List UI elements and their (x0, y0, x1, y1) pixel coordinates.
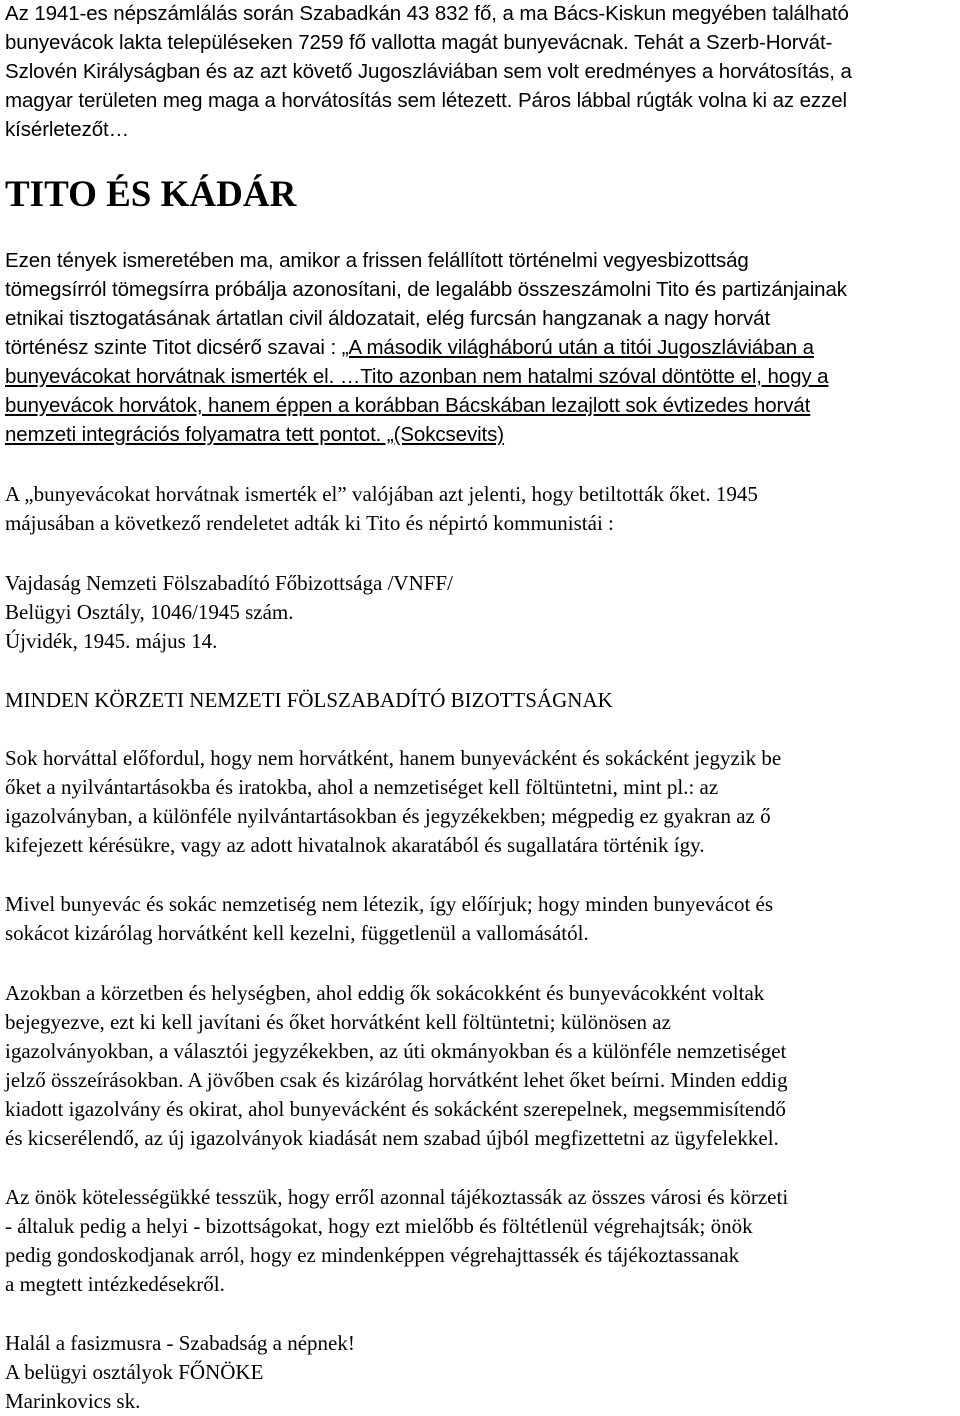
decree-line: Mivel bunyevác és sokác nemzetiség nem létezik, így előírjuk; hogy minden bunyevácot és (5, 892, 774, 916)
addressee-line: MINDEN KÖRZETI NEMZETI FÖLSZABADÍTÓ BIZOTTSÁGNAK (5, 688, 613, 712)
decree-line: Az önök kötelességükké tesszük, hogy erről azonnal tájékoztassák az összes városi és körzeti (5, 1185, 789, 1209)
decree-paragraph-4 (5, 1183, 788, 1299)
decree-line: igazolványban, a különféle nyilvántartásokban és jegyzékekben; mégpedig ez gyakran az ő (5, 804, 771, 828)
meaning-paragraph (5, 480, 758, 538)
decree-line: és kicserélendő, az új igazolványok kiadását nem szabad újból megfizettetni az ügyfelekkel. (5, 1126, 779, 1150)
closing-line: Marinkovics sk. (5, 1389, 141, 1413)
decree-line: kifejezett kérésükre, vagy az adott hivatalnok akaratából és sugallatára történik így. (5, 833, 705, 857)
decree-line: jelző összeírásokban. A jövőben csak és kizárólag horvátként lehet őket beírni. Minden eddig (5, 1068, 788, 1092)
decree-paragraph-3 (5, 979, 788, 1153)
decree-line: - általuk pedig a helyi - bizottságokat, hogy ezt mielőbb és föltétlenül végrehajtsák; önök (5, 1214, 753, 1238)
decree-line: a megtett intézkedésekről. (5, 1272, 225, 1296)
decree-header-line: Vajdaság Nemzeti Fölszabadító Főbizottsága /VNFF/ (5, 571, 453, 595)
decree-header-line: Belügyi Osztály, 1046/1945 szám. (5, 600, 294, 624)
closing-line: Halál a fasizmusra - Szabadság a népnek! (5, 1331, 355, 1355)
meaning-line: A „bunyevácokat horvátnak ismerték el” valójában azt jelenti, hogy betiltották őket. 1945 (5, 482, 758, 506)
decree-line: bejegyezve, ezt ki kell javítani és őket horvátként kell föltüntetni; különösen az (5, 1010, 671, 1034)
intro-line: bunyevácok lakta településeken 7259 fő vallotta magát bunyevácnak. Tehát a Szerb-Horvát- (5, 31, 833, 54)
tito-line: etnikai tisztogatásának ártatlan civil áldozatait, elég furcsán hangzanak a nagy horvát (5, 307, 771, 330)
quote-line: nemzeti integrációs folyamatra tett pontot. „(Sokcsevits) (5, 423, 505, 446)
intro-paragraph (5, 0, 852, 144)
decree-line: kiadott igazolvány és okirat, ahol bunyevácként és sokácként szerepelnek, megsemmisítendő (5, 1097, 786, 1121)
quote-line: bunyevácok horvátok, hanem éppen a korábban Bácskában lezajlott sok évtizedes horvát (5, 394, 811, 417)
decree-line: pedig gondoskodjanak arról, hogy ez mindenképpen végrehajttassék és tájékoztassanak (5, 1243, 740, 1267)
tito-line (5, 333, 847, 362)
quote-start: „A második világháború után a titói Jugoszláviában a (341, 336, 814, 359)
intro-line: Az 1941-es népszámlálás során Szabadkán 43 832 fő, a ma Bács-Kiskun megyében található (5, 2, 849, 25)
decree-addressee (5, 686, 613, 715)
tito-line: Ezen tények ismeretében ma, amikor a frissen felállított történelmi vegyesbizottság (5, 249, 749, 272)
section-heading: TITO ÉS KÁDÁR (5, 174, 297, 215)
decree-line: sokácot kizárólag horvátként kell kezelni, függetlenül a vallomásától. (5, 921, 589, 945)
intro-line: kísérletezőt… (5, 118, 130, 141)
decree-header-line: Újvidék, 1945. május 14. (5, 629, 218, 653)
decree-paragraph-2 (5, 890, 773, 948)
intro-line: Szlovén Királyságban és az azt követő Jugoszláviában sem volt eredményes a horvátosítás, a (5, 60, 852, 83)
decree-line: igazolványokban, a választói jegyzékekben, az úti okmányokban és a különféle nemzetiséget (5, 1039, 787, 1063)
intro-line: magyar területen meg maga a horvátosítás sem létezett. Páros lábbal rúgták volna ki az ezzel (5, 89, 847, 112)
decree-paragraph-1 (5, 744, 781, 860)
meaning-line: májusában a következő rendeletet adták ki Tito és népirtó kommunistái : (5, 511, 614, 535)
tito-paragraph (5, 246, 847, 449)
decree-line: Azokban a körzetben és helységben, ahol eddig ők sokácokként és bunyevácokként voltak (5, 981, 765, 1005)
closing-signature (5, 1329, 355, 1416)
decree-line: Sok horváttal előfordul, hogy nem horvátként, hanem bunyevácként és sokácként jegyzik be (5, 746, 782, 770)
closing-line: A belügyi osztályok FŐNÖKE (5, 1360, 264, 1384)
tito-line: tömegsírról tömegsírra próbálja azonosítani, de legalább összeszámolni Tito és partizánjainak (5, 278, 847, 301)
decree-header (5, 569, 453, 656)
quote-line: bunyevácokat horvátnak ismerték el. …Tito azonban nem hatalmi szóval döntötte el, hogy a (5, 365, 829, 388)
tito-line-plain: történész szinte Titot dicsérő szavai : (5, 336, 342, 359)
decree-line: őket a nyilvántartásokba és iratokba, ahol a nemzetiséget kell föltüntetni, mint pl.: az (5, 775, 719, 799)
